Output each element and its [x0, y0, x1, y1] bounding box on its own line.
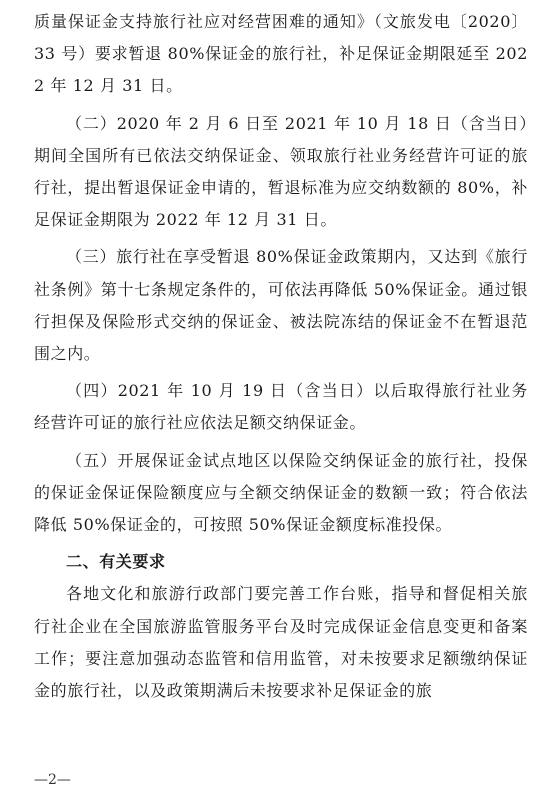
paragraph-continuation: 质量保证金支持旅行社应对经营困难的通知》（文旅发电〔2020〕33 号）要求暂退 80%保证金的旅行社，补足保证金期限延至 2022 年 12 月 31 日。 [34, 12, 528, 96]
section-heading: 二、有关要求 [66, 552, 166, 572]
paragraph-item-4: （四）2021 年 10 月 19 日（含当日）以后取得旅行社业务经营许可证的旅行社应依法足额交纳保证金。 [34, 381, 528, 433]
paragraph-requirements: 各地文化和旅游行政部门要完善工作台账，指导和督促相关旅行社企业在全国旅游监管服务平台及时完成保证金信息变更和备案工作；要注意加强动态监管和信用监管，对未按要求足额缴纳保证金的旅行社，以及政策期满后未按要求补足保证金的旅 [34, 584, 528, 701]
paragraph-item-2: （二）2020 年 2 月 6 日至 2021 年 10 月 18 日（含当日）期间全国所有已依法交纳保证金、领取旅行社业务经营许可证的旅行社，提出暂退保证金申请的，暂退标准为应交纳数额的 80%，补足保证金期限为 2022 年 12 月 31 日。 [34, 113, 528, 230]
page-number: —2— [34, 772, 71, 788]
paragraph-item-3: （三）旅行社在享受暂退 80%保证金政策期内，又达到《旅行社条例》第十七条规定条件的，可依法再降低 50%保证金。通过银行担保及保险形式交纳的保证金、被法院冻结的保证金不在暂退范围之内。 [34, 247, 528, 364]
paragraph-item-5: （五）开展保证金试点地区以保险交纳保证金的旅行社，投保的保证金保证保险额度应与全额交纳保证金的数额一致；符合依法降低 50%保证金的，可按照 50%保证金额度标准投保。 [34, 450, 528, 535]
document-body [34, 6, 528, 707]
